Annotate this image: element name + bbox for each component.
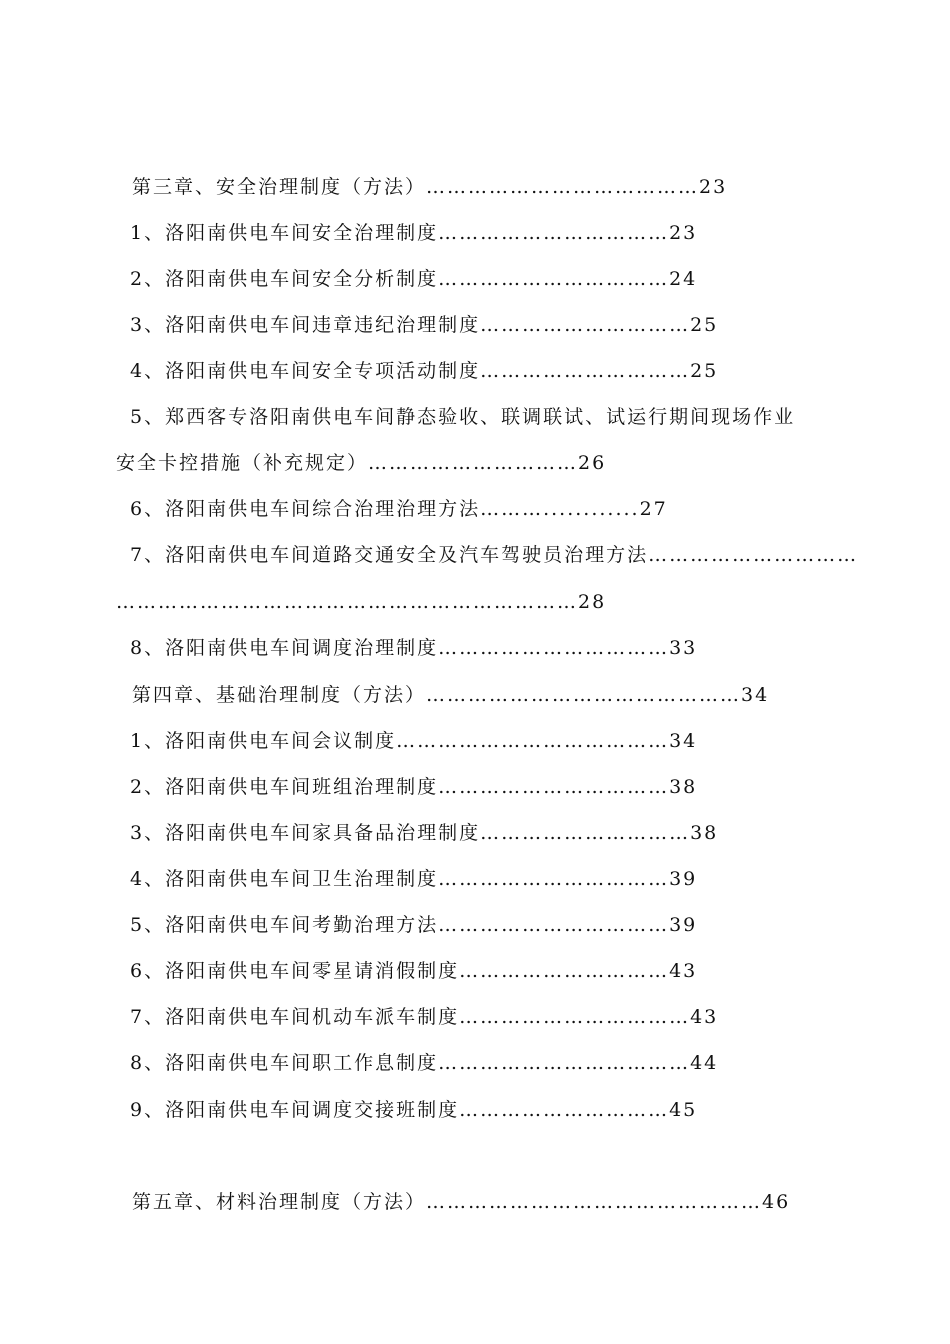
toc-entry: 6、洛阳南供电车间综合治理治理方法………............27	[130, 498, 668, 520]
toc-chapter-4: 第四章、基础治理制度（方法）………………………………………34	[132, 684, 770, 706]
toc-entry: 5、郑西客专洛阳南供电车间静态验收、联调联试、试运行期间现场作业	[130, 406, 796, 428]
toc-entry: 7、洛阳南供电车间机动车派车制度……………………………43	[130, 1006, 719, 1028]
toc-entry: 3、洛阳南供电车间违章违纪治理制度…………………………25	[130, 314, 719, 336]
toc-chapter-3: 第三章、安全治理制度（方法）…………………………………23	[132, 176, 728, 198]
toc-entry-continuation: …………………………………………………………28	[116, 591, 607, 613]
toc-entry: 2、洛阳南供电车间班组治理制度……………………………38	[130, 776, 698, 798]
toc-entry: 4、洛阳南供电车间安全专项活动制度…………………………25	[130, 360, 719, 382]
toc-entry: 3、洛阳南供电车间家具备品治理制度…………………………38	[130, 822, 719, 844]
toc-entry-continuation: 安全卡控措施（补充规定）…………………………26	[116, 452, 607, 474]
toc-entry: 1、洛阳南供电车间会议制度…………………………………34	[130, 730, 698, 752]
toc-chapter-5: 第五章、材料治理制度（方法）…………………………………………46	[132, 1191, 791, 1213]
toc-entry: 4、洛阳南供电车间卫生治理制度……………………………39	[130, 868, 698, 890]
toc-entry: 1、洛阳南供电车间安全治理制度……………………………23	[130, 222, 698, 244]
toc-entry: 2、洛阳南供电车间安全分析制度……………………………24	[130, 268, 698, 290]
toc-entry: 5、洛阳南供电车间考勤治理方法……………………………39	[130, 914, 698, 936]
toc-entry: 8、洛阳南供电车间调度治理制度……………………………33	[130, 637, 698, 659]
toc-entry: 9、洛阳南供电车间调度交接班制度…………………………45	[130, 1099, 698, 1121]
toc-entry: 8、洛阳南供电车间职工作息制度………………………………44	[130, 1052, 719, 1074]
toc-entry: 6、洛阳南供电车间零星请消假制度…………………………43	[130, 960, 698, 982]
toc-entry: 7、洛阳南供电车间道路交通安全及汽车驾驶员治理方法…………………………	[130, 544, 859, 566]
